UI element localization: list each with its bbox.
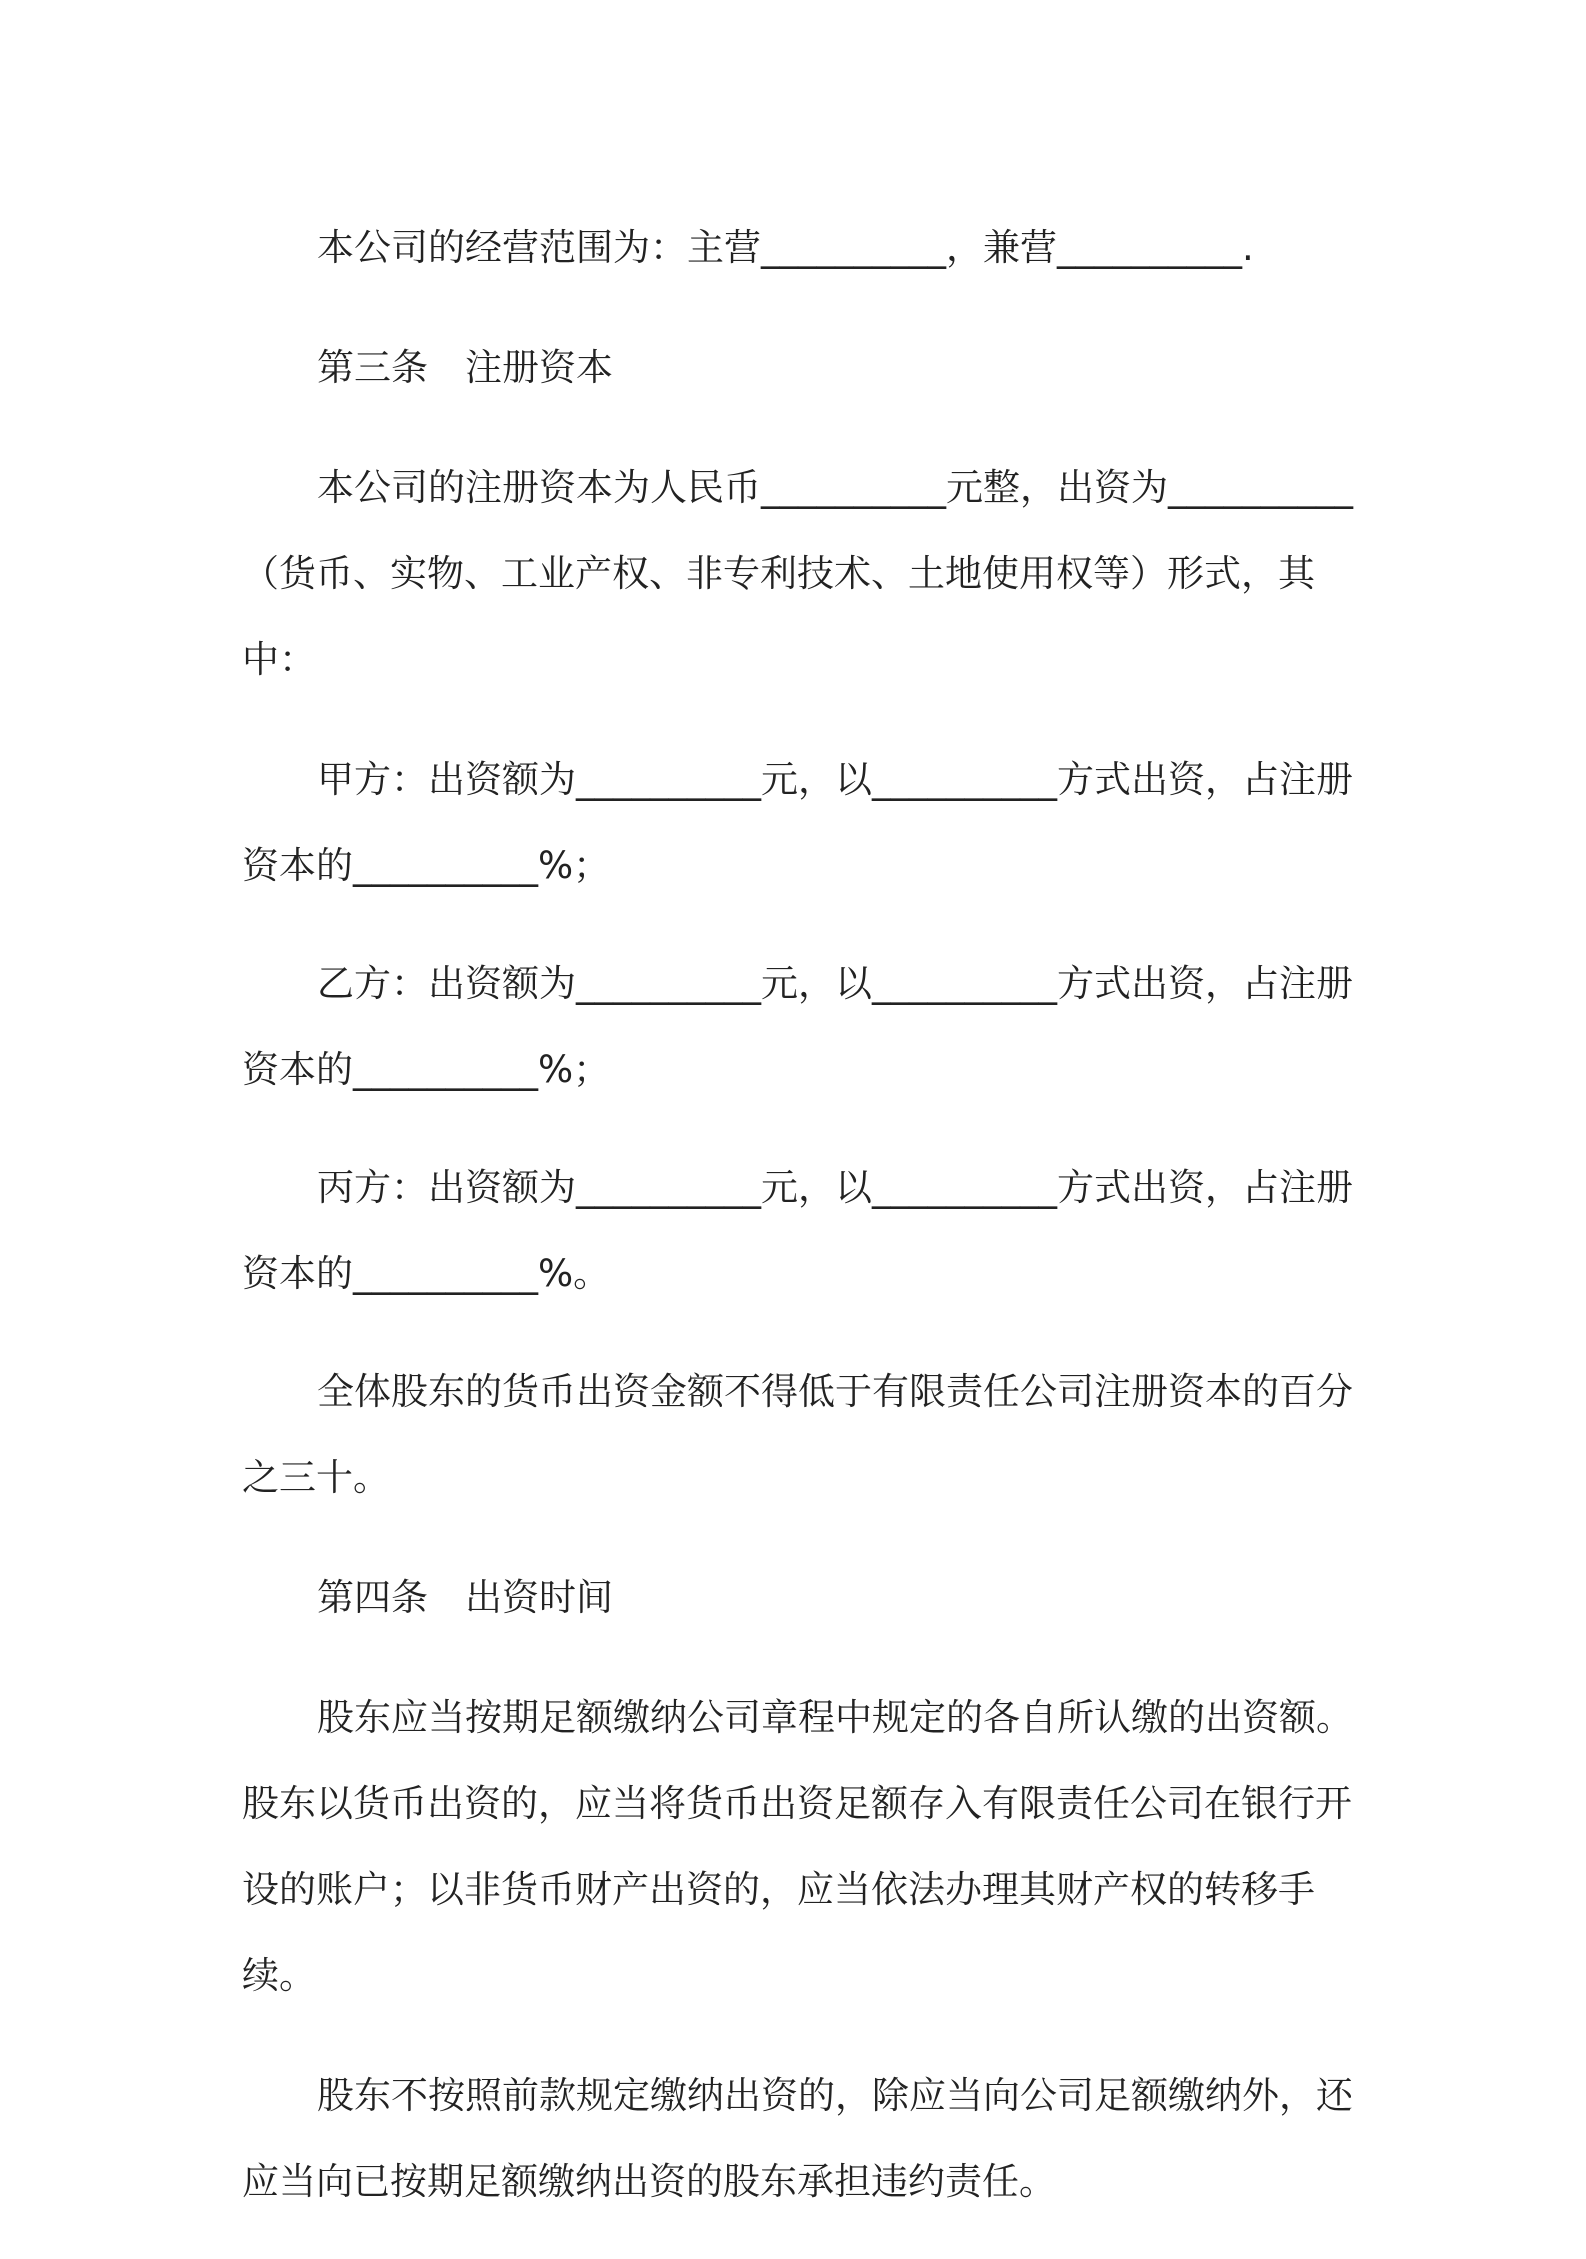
paragraph-monetary-minimum: 全体股东的货币出资金额不得低于有限责任公司注册资本的百分之三十。 [242, 1370, 1353, 1499]
paragraph-party-c: 丙方：出资额为__________元，以__________方式出资，占注册资本的__________%。 [242, 1166, 1353, 1295]
paragraph-party-a: 甲方：出资额为__________元，以__________方式出资，占注册资本的__________%； [242, 758, 1353, 887]
document-body [242, 205, 1362, 2259]
article-3-heading: 第三条 注册资本 [317, 346, 613, 389]
article-4-heading: 第四条 出资时间 [317, 1576, 613, 1619]
paragraph-party-b: 乙方：出资额为__________元，以__________方式出资，占注册资本的__________%； [242, 962, 1353, 1091]
paragraph-default-liability: 股东不按照前款规定缴纳出资的，除应当向公司足额缴纳外，还应当向已按期足额缴纳出资的股东承担违约责任。 [242, 2074, 1353, 2203]
paragraph-payment-obligation: 股东应当按期足额缴纳公司章程中规定的各自所认缴的出资额。股东以货币出资的，应当将货币出资足额存入有限责任公司在银行开设的账户；以非货币财产出资的，应当依法办理其财产权的转移手续。 [242, 1696, 1353, 1997]
paragraph-registered-capital: 本公司的注册资本为人民币__________元整，出资为__________（货币、实物、工业产权、非专利技术、土地使用权等）形式，其中： [242, 466, 1353, 681]
paragraph-business-scope: 本公司的经营范围为：主营__________，兼营__________. [317, 226, 1254, 269]
